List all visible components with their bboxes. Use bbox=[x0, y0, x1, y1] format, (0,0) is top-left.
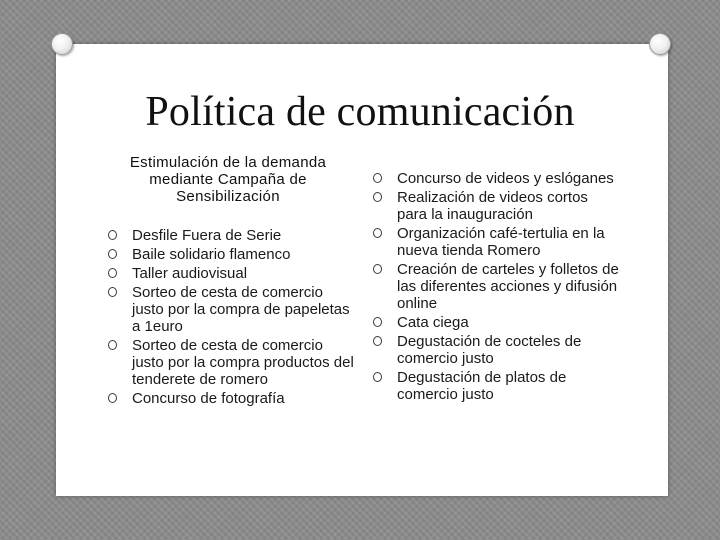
list-item bbox=[106, 284, 356, 335]
pushpin-icon bbox=[51, 33, 73, 55]
hollow-circle-icon bbox=[108, 268, 117, 278]
right-bullet-list bbox=[371, 170, 621, 405]
list-item-text: Degustación de cocteles de comercio justo bbox=[397, 333, 582, 367]
list-item-text: Creación de carteles y folletos de las diferentes acciones y difusión online bbox=[397, 261, 619, 312]
list-item-text: Desfile Fuera de Serie bbox=[132, 227, 282, 244]
list-item bbox=[106, 390, 356, 407]
list-item bbox=[371, 170, 621, 187]
left-column-heading: Estimulación de la demanda mediante Campaña de Sensibilización bbox=[129, 154, 327, 205]
list-item-text: Taller audiovisual bbox=[132, 265, 248, 282]
list-item-text: Sorteo de cesta de comercio justo por la compra de papeletas a 1euro bbox=[132, 284, 350, 335]
hollow-circle-icon bbox=[373, 372, 382, 382]
list-item-text: Degustación de platos de comercio justo bbox=[397, 369, 567, 403]
hollow-circle-icon bbox=[373, 264, 382, 274]
list-item bbox=[371, 314, 621, 331]
list-item-text: Sorteo de cesta de comercio justo por la compra productos del tenderete de romero bbox=[132, 337, 354, 388]
list-item bbox=[106, 246, 356, 263]
hollow-circle-icon bbox=[373, 228, 382, 238]
list-item bbox=[371, 225, 621, 259]
list-item-text: Concurso de fotografía bbox=[132, 390, 285, 407]
list-item bbox=[371, 369, 621, 403]
hollow-circle-icon bbox=[373, 192, 382, 202]
list-item-text: Cata ciega bbox=[397, 314, 469, 331]
left-bullet-list bbox=[106, 227, 356, 409]
pushpin-icon bbox=[649, 33, 671, 55]
hollow-circle-icon bbox=[373, 317, 382, 327]
list-item-text: Baile solidario flamenco bbox=[132, 246, 291, 263]
list-item bbox=[106, 265, 356, 282]
list-item bbox=[371, 333, 621, 367]
list-item bbox=[106, 227, 356, 244]
list-item-text: Realización de videos cortos para la inauguración bbox=[397, 189, 588, 223]
hollow-circle-icon bbox=[373, 336, 382, 346]
slide-title: Política de comunicación bbox=[145, 89, 575, 135]
list-item-text: Organización café-tertulia en la nueva tienda Romero bbox=[397, 225, 605, 259]
list-item-text: Concurso de videos y eslóganes bbox=[397, 170, 614, 187]
hollow-circle-icon bbox=[108, 249, 117, 259]
list-item bbox=[371, 189, 621, 223]
list-item bbox=[106, 337, 356, 388]
hollow-circle-icon bbox=[108, 340, 117, 350]
hollow-circle-icon bbox=[373, 173, 382, 183]
hollow-circle-icon bbox=[108, 287, 117, 297]
hollow-circle-icon bbox=[108, 393, 117, 403]
list-item bbox=[371, 261, 621, 312]
hollow-circle-icon bbox=[108, 230, 117, 240]
